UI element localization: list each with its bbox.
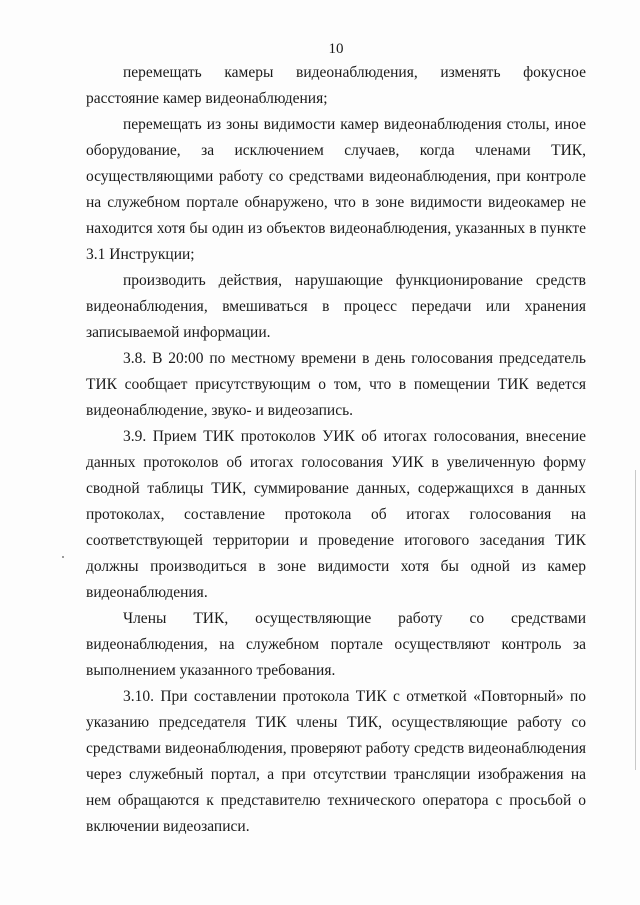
paragraph-3: производить действия, нарушающие функционирование средств видеонаблюдения, вмешиваться в процесс передачи или хранения записываемой информации. [86, 272, 586, 341]
paragraph-3-9: 3.9. Прием ТИК протоколов УИК об итогах голосования, внесение данных протоколов об итогах голосования УИК в увеличенную форму сводной таблицы ТИК, суммирование данных, содержащихся в данных протоколах, составление протокола об итогах голосования на соответствующей территории и проведение итогового заседания ТИК должны производиться в зоне видимости хотя бы одной из камер видеонаблюдения. [86, 428, 586, 601]
scan-edge-line [635, 470, 636, 770]
paragraph-3-10: 3.10. При составлении протокола ТИК с отметкой «Повторный» по указанию председателя ТИК члены ТИК, осуществляющие работу со средствами видеонаблюдения, проверяют работу средств видеонаблюдения через служебный портал, а при отсутствии трансляции изображения на нем обращаются к представителю технического оператора с просьбой о включении видеозаписи. [86, 688, 586, 835]
page-number: 10 [328, 41, 344, 57]
document-body [86, 60, 586, 840]
paragraph-members-control: Члены ТИК, осуществляющие работу со средствами видеонаблюдения, на служебном портале осуществляют контроль за выполнением указанного требования. [86, 610, 586, 679]
scan-speck [62, 556, 64, 558]
paragraph-1: перемещать камеры видеонаблюдения, изменять фокусное расстояние камер видеонаблюдения; [86, 64, 586, 107]
paragraph-2: перемещать из зоны видимости камер видеонаблюдения столы, иное оборудование, за исключением случаев, когда членами ТИК, осуществляющими работу со средствами видеонаблюдения, при контроле на служебном портале обнаружено, что в зоне видимости видеокамер не находится хотя бы один из объектов видеонаблюдения, указанных в пункте 3.1 Инструкции; [86, 116, 586, 263]
paragraph-3-8: 3.8. В 20:00 по местному времени в день голосования председатель ТИК сообщает присутствующим о том, что в помещении ТИК ведется видеонаблюдение, звуко- и видеозапись. [86, 350, 586, 419]
